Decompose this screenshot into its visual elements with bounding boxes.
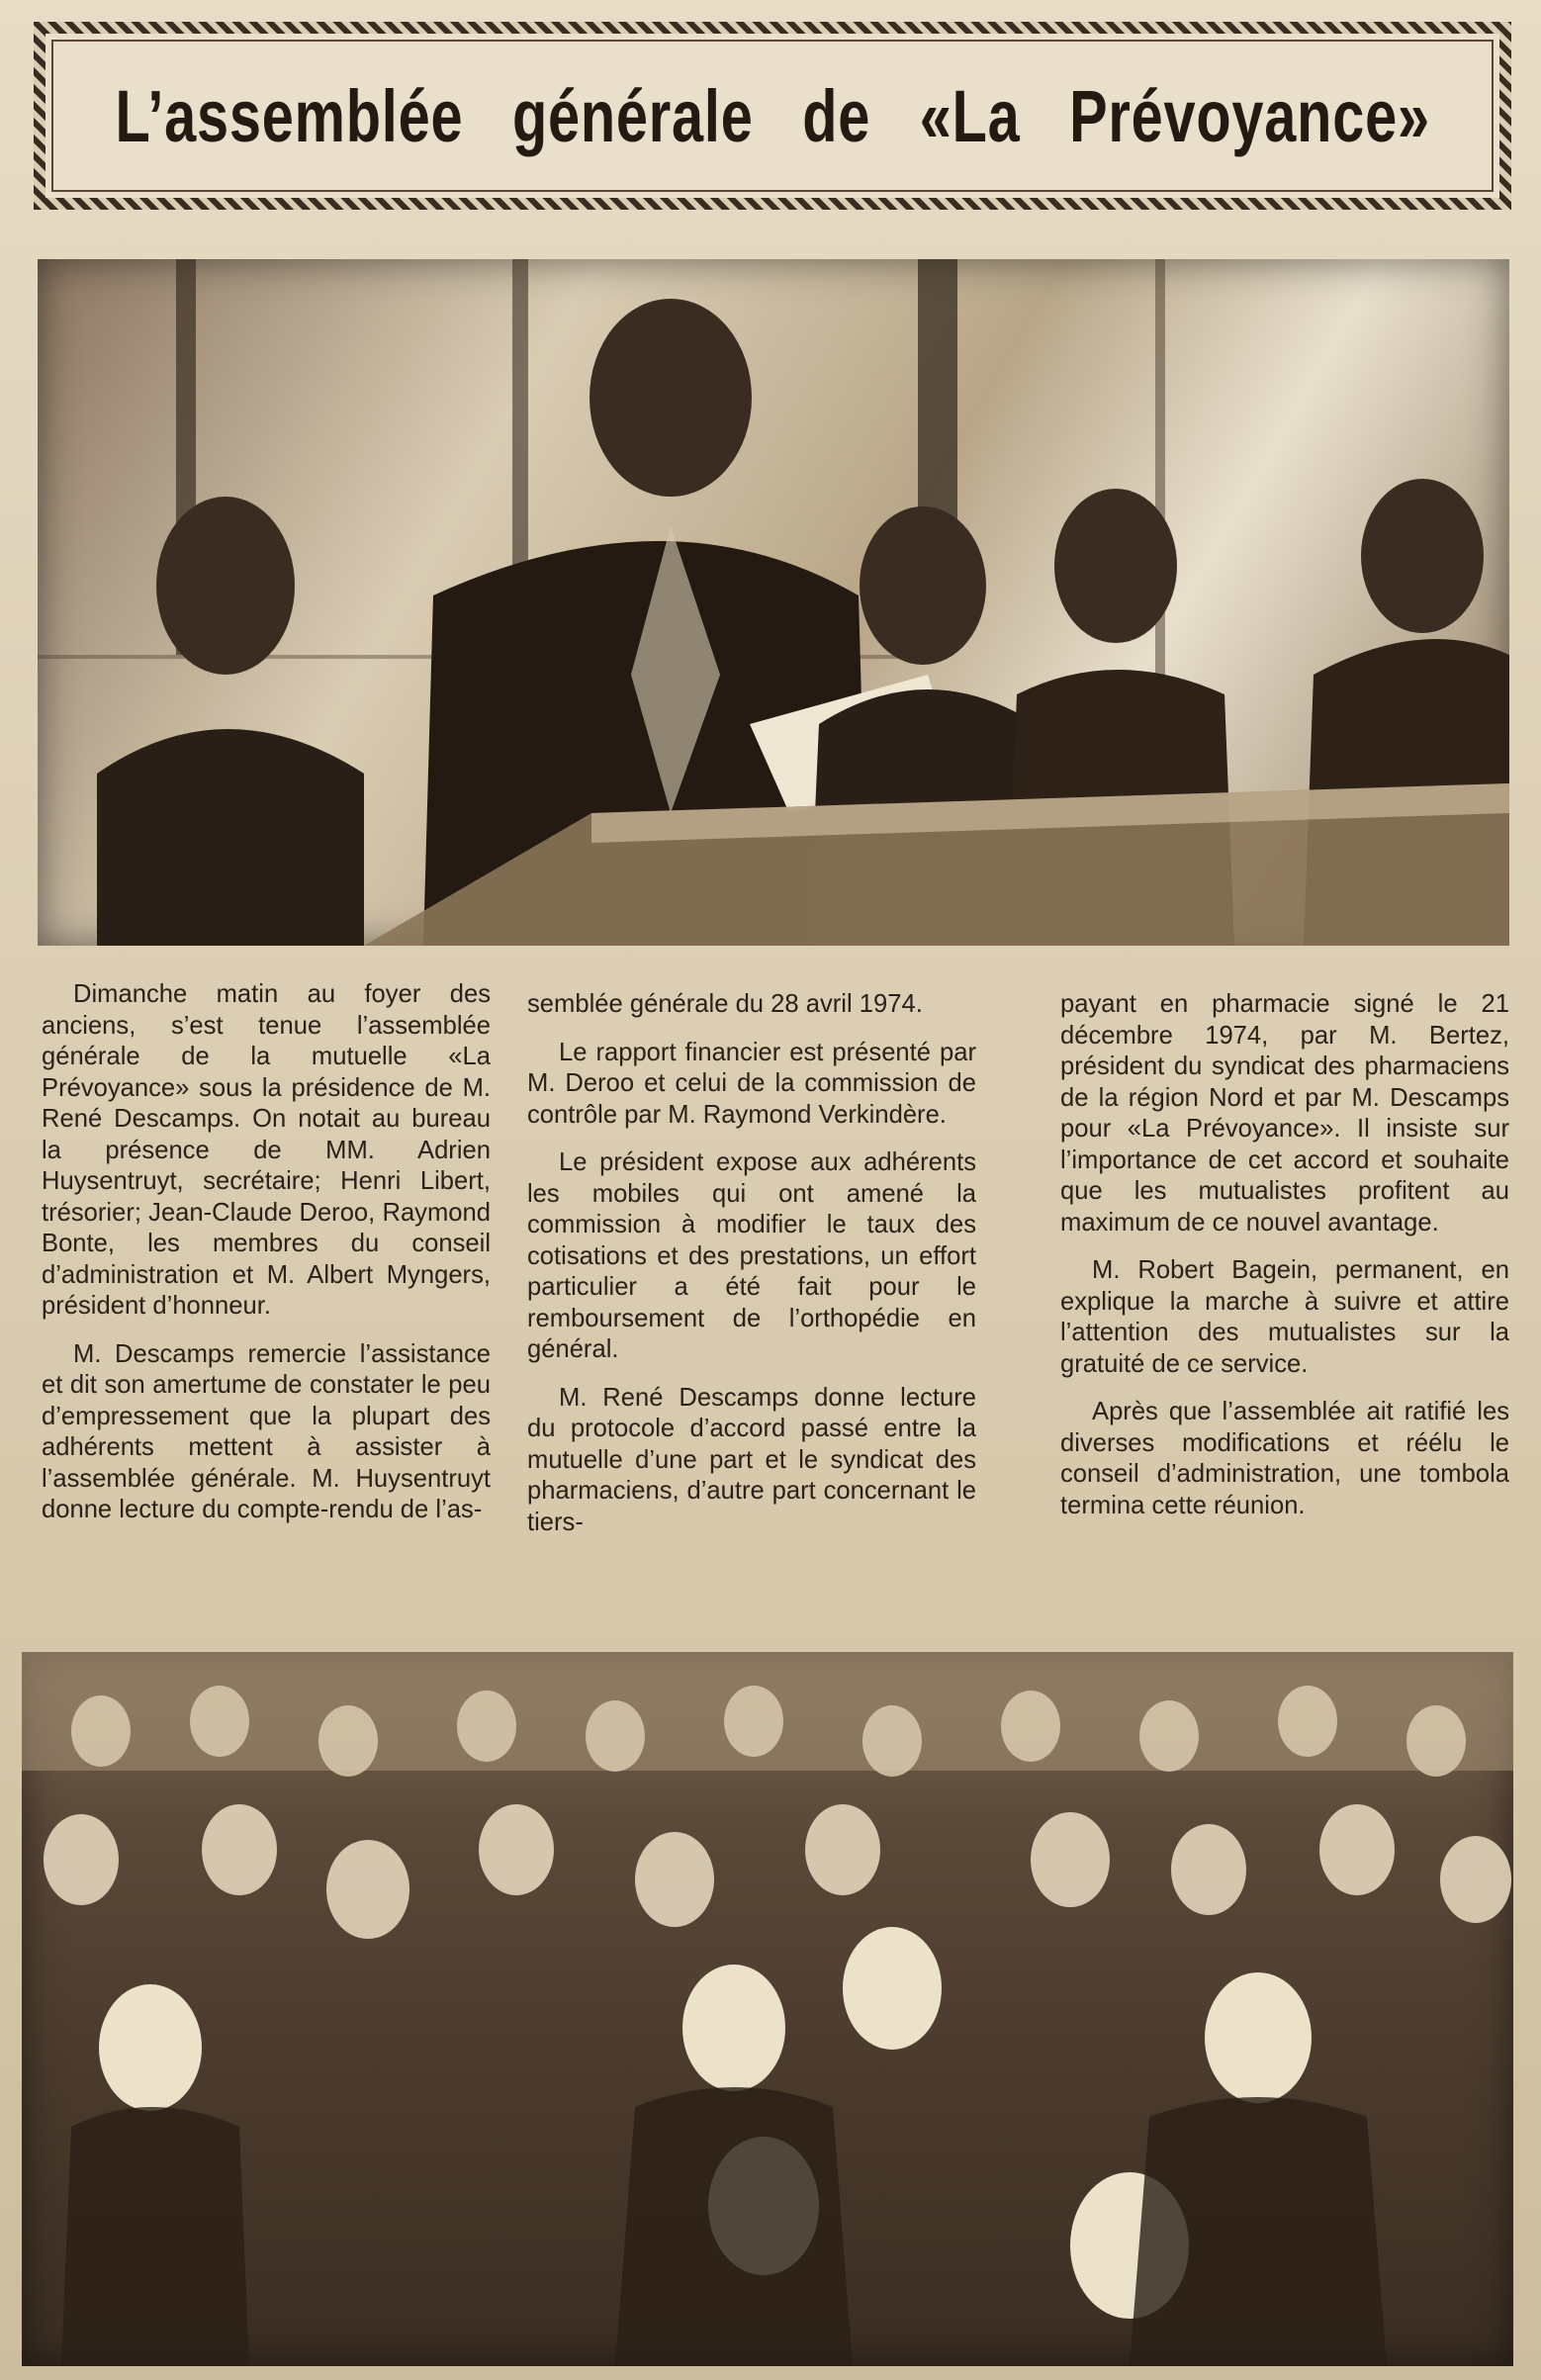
article-paragraph: Le président expose aux adhérents les mobiles qui ont amené la commission à modifier le taux des cotisations et des prestations, un effort particulier a été fait pour le remboursement de l’orthopédie en général. [527, 1148, 976, 1363]
photo-board-table-illustration [38, 259, 1509, 946]
article-paragraph: Après que l’assemblée ait ratifié les diverses modifications et réélu le conseil d’administration, une tombola termina cette réunion. [1060, 1398, 1509, 1519]
article-column-1 [42, 979, 491, 1543]
article-paragraph: semblée générale du 28 avril 1974. [527, 990, 923, 1018]
article-paragraph: M. René Descamps donne lecture du protocole d’accord passé entre la mutuelle d’une part et le syndicat des pharmaciens, d’autre part concernant le tiers- [527, 1383, 976, 1536]
article-paragraph: Le rapport financier est présenté par M. Deroo et celui de la commission de contrôle par M. Raymond Verkindère. [527, 1038, 976, 1129]
article-paragraph: payant en pharmacie signé le 21 décembre 1974, par M. Bertez, président du syndicat des pharmaciens de la région Nord et par M. Descamps pour «La Prévoyance». Il insiste sur l’importance de cet accord et souhaite que les mutualistes profitent au maximum de ce nouvel avantage. [1060, 990, 1509, 1236]
article-paragraph: M. Descamps remercie l’assistance et dit son amertume de constater le peu d’empressement que la plupart des adhérents mettent à assister à l’assemblée générale. M. Huysentruyt donne lecture du compte-rendu de l’as- [42, 1339, 491, 1523]
article-column-3 [1060, 989, 1509, 1538]
headline-frame [34, 22, 1511, 210]
photo-board-table [38, 259, 1509, 946]
article-paragraph: Dimanche matin au foyer des anciens, s’est tenue l’assemblée générale de la mutuelle «La Prévoyance» sous la présidence de M. René Descamps. On notait au bureau la présence de MM. Adrien Huysentruyt, secrétaire; Henri Libert, trésorier; Jean-Claude Deroo, Raymond Bonte, les membres du conseil d’administration et M. Albert Myngers, président d’honneur. [42, 980, 491, 1320]
photo-audience [22, 1652, 1513, 2366]
photo-audience-illustration [22, 1652, 1513, 2366]
article-paragraph: M. Robert Bagein, permanent, en explique la marche à suivre et attire l’attention des mutualistes sur la gratuité de ce service. [1060, 1256, 1509, 1378]
headline: L’assemblée générale de «La Prévoyance» [115, 74, 1430, 157]
article-column-2 [527, 989, 976, 1555]
